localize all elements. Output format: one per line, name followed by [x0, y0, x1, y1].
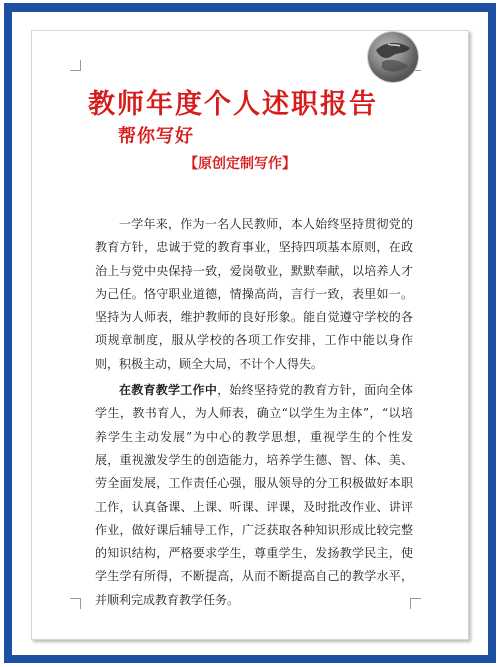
crop-mark-bottom-left — [70, 598, 81, 609]
author-avatar — [368, 32, 418, 82]
avatar-photo-icon — [368, 32, 418, 82]
document-tag: 【原创定制写作】 — [184, 156, 296, 172]
paragraph-2-lead: 在教育教学工作中 — [119, 383, 218, 398]
paragraph-2-rest: ，始终坚持党的教育方针，面向全体学生，教书育人，为人师表，确立“以学生为主体”，“以培养学生主动发展”为中心的教学思想，重视学生的个性发展，重视激发学生的创造能力，培养学生德、智、体、美、劳全面发展，工作责任心强，服从领导的分工积极做好本职工作，认真备课、上课、听课、评课，及时批改作业、讲评作业，做好课后辅导工作，广泛获取各种知识形成比较完整的知识结构，严格要求学生，尊重学生，发扬教学民主，使学生学有所得，不断提高，从而不断提高自己的教学水平，并顺利完成教育教学任务。 — [95, 383, 413, 607]
document-subtitle: 帮你写好 — [118, 126, 194, 147]
document-body — [95, 213, 413, 612]
paragraph-2 — [95, 379, 413, 612]
document-title: 教师年度个人述职报告 — [88, 89, 378, 120]
crop-mark-top-left — [70, 60, 81, 71]
paragraph-1: 一学年来，作为一名人民教师，本人始终坚持贯彻党的教育方针，忠诚于党的教育事业，坚持四项基本原则，在政治上与党中央保持一致，爱岗敬业，默默奉献，以培养人才为己任。恪守职业道德，情操高尚，言行一致，表里如一。坚持为人师表，维护教师的良好形象。能自觉遵守学校的各项规章制度，服从学校的各项工作安排，工作中能以身作则，积极主动，顾全大局，不计个人得失。 — [95, 217, 413, 371]
